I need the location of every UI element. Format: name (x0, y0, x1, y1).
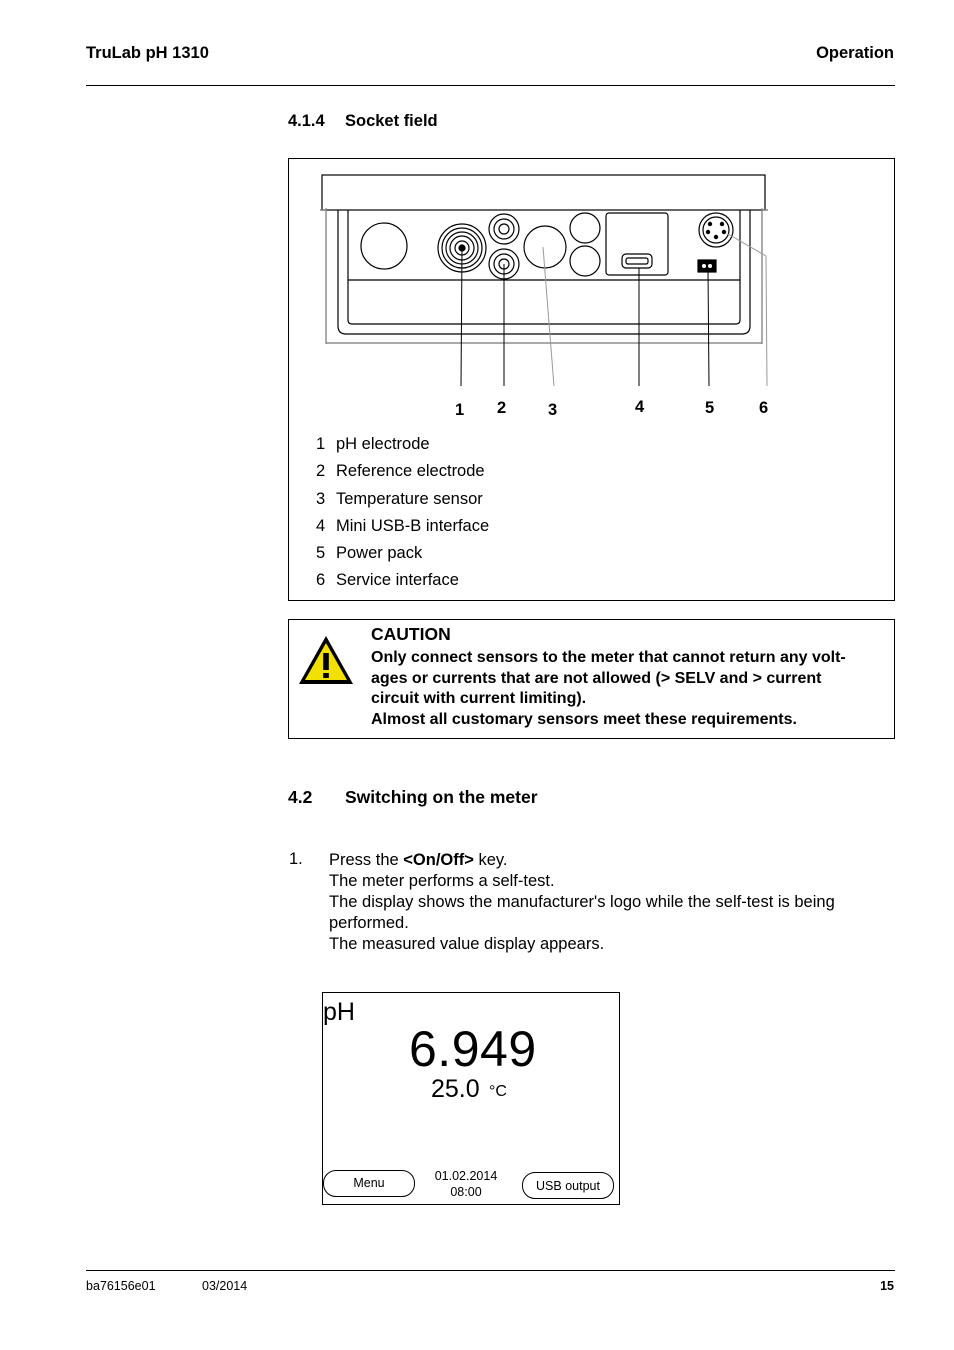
legend-item: 1 pH electrode (316, 435, 430, 453)
leader-line-1 (461, 248, 462, 386)
legend-item: 2 Reference electrode (316, 462, 485, 480)
running-header-product: TruLab pH 1310 (86, 44, 209, 62)
warning-triangle-icon (296, 633, 356, 687)
callout-1: 1 (455, 401, 465, 419)
header-divider (86, 85, 895, 86)
power-pack-socket-icon (698, 260, 716, 272)
housing-top-edge (322, 175, 765, 210)
section-title-socket-field: Socket field (345, 112, 438, 130)
legend-item: 4 Mini USB-B interface (316, 517, 490, 535)
callout-6: 6 (759, 399, 769, 417)
display-measured-value: 6.949 (409, 1021, 537, 1077)
callout-2: 2 (497, 399, 507, 417)
legend-item: 5 Power pack (316, 544, 423, 562)
section-number-4-2: 4.2 (288, 787, 313, 807)
section-title-switching-on: Switching on the meter (345, 787, 538, 807)
service-connector-icon (699, 213, 733, 247)
display-parameter: pH (323, 998, 355, 1026)
legend-item: 6 Service interface (316, 571, 459, 589)
usb-port-recess (606, 213, 668, 275)
blank-plug-medium (524, 226, 566, 268)
leader-line-5 (708, 270, 709, 386)
callout-5: 5 (705, 399, 715, 417)
on-off-key-label: <On/Off> (403, 851, 474, 869)
reference-socket-icon (489, 214, 519, 244)
section-number-4-1-4: 4.1.4 (288, 112, 325, 130)
mini-usb-port-icon (622, 254, 652, 268)
leader-line-6 (766, 256, 767, 386)
step-instructions: Press the <On/Off> key. The meter performs a self-test. The display shows the manufacturer's logo while the self-test is being performed. The measured value display appears. (329, 851, 835, 953)
step-number: 1. (289, 850, 303, 868)
menu-softkey[interactable]: Menu (323, 1170, 415, 1197)
blank-plug (361, 223, 407, 269)
callout-3: 3 (548, 401, 558, 419)
caution-text: Only connect sensors to the meter that cannot return any volt- ages or currents that are not allowed (> SELV and > current circuit with current limiting). Almost all customary sensors meet these requirements. (371, 649, 846, 728)
housing-outer-outline (320, 210, 768, 343)
footer-doc-id: ba76156e01 (86, 1279, 156, 1293)
running-header-chapter: Operation (816, 44, 894, 62)
display-temperature: 25.0 (431, 1075, 480, 1103)
display-datetime: 01.02.2014 08:00 (434, 1169, 498, 1199)
callout-4: 4 (635, 398, 645, 416)
footer-divider (86, 1270, 895, 1271)
caution-title: CAUTION (371, 624, 451, 644)
legend-item: 3 Temperature sensor (316, 490, 483, 508)
footer-date: 03/2014 (202, 1279, 248, 1293)
display-temperature-unit: °C (489, 1083, 507, 1100)
usb-output-softkey[interactable]: USB output (522, 1172, 614, 1199)
page-number: 15 (880, 1279, 894, 1293)
